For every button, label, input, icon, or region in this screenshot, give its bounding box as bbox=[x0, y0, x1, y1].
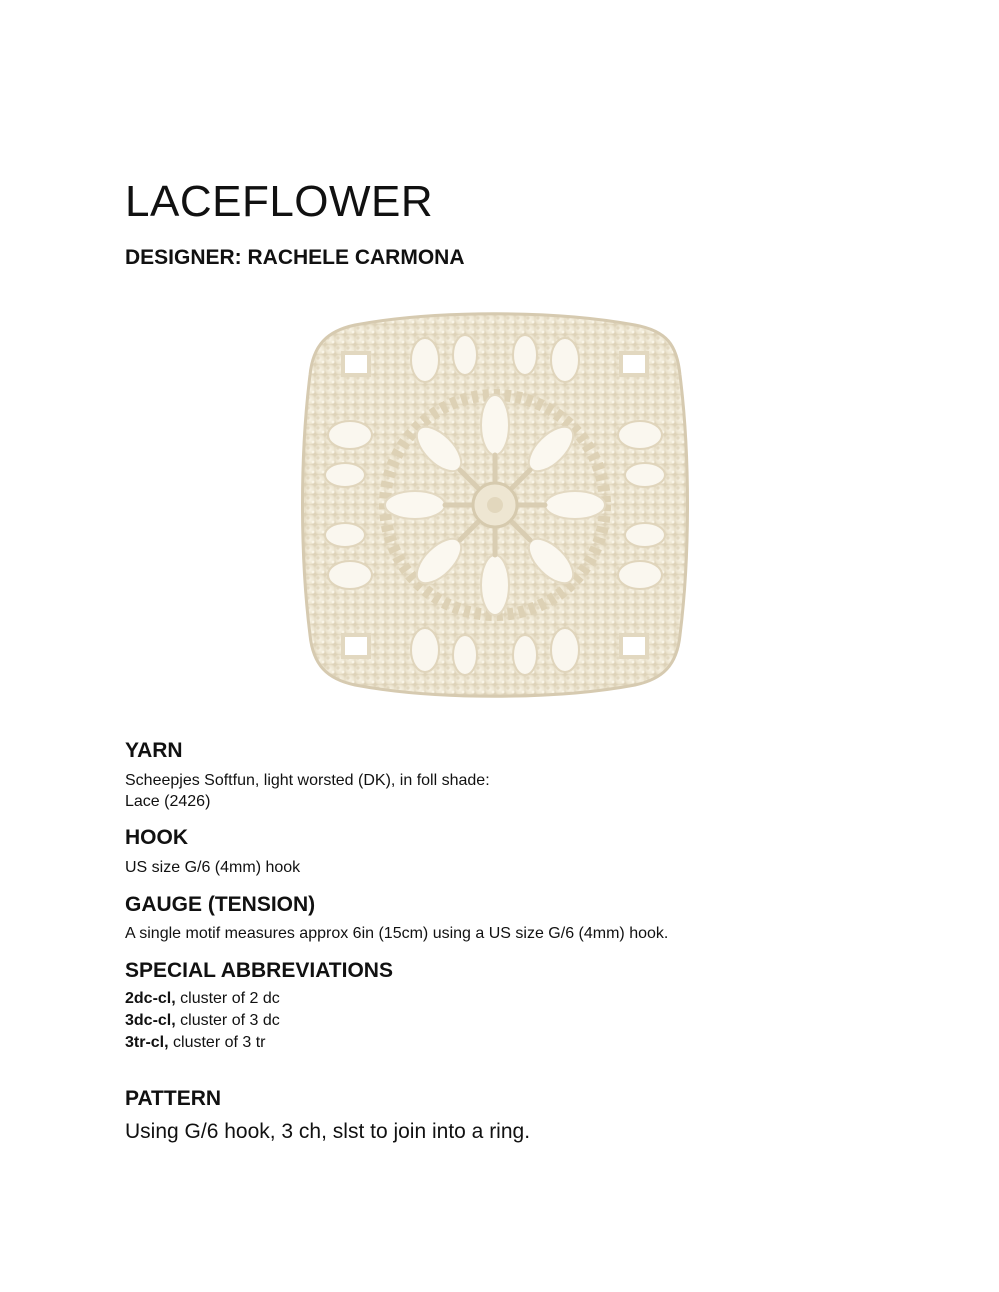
abbreviation-definition: cluster of 3 dc bbox=[175, 1012, 280, 1029]
abbreviation-item bbox=[125, 988, 280, 1010]
designer-credit: DESIGNER: RACHELE CARMONA bbox=[125, 246, 465, 269]
abbreviations-list bbox=[125, 988, 280, 1054]
abbreviation-definition: cluster of 2 dc bbox=[175, 990, 280, 1007]
yarn-description bbox=[125, 770, 490, 812]
abbreviations-heading: SPECIAL ABBREVIATIONS bbox=[125, 959, 393, 982]
abbreviation-item bbox=[125, 1032, 280, 1054]
abbreviation-definition: cluster of 3 tr bbox=[168, 1034, 266, 1051]
hook-description: US size G/6 (4mm) hook bbox=[125, 859, 301, 876]
pattern-heading: PATTERN bbox=[125, 1087, 222, 1110]
pattern-title: LACEFLOWER bbox=[125, 177, 434, 226]
crochet-motif-image bbox=[295, 305, 695, 705]
pattern-instruction: Using G/6 hook, 3 ch, slst to join into a ring. bbox=[125, 1120, 531, 1143]
abbreviation-item bbox=[125, 1010, 280, 1032]
yarn-heading: YARN bbox=[125, 739, 183, 762]
hook-heading: HOOK bbox=[125, 826, 188, 849]
gauge-description: A single motif measures approx 6in (15cm) using a US size G/6 (4mm) hook. bbox=[125, 925, 669, 942]
yarn-line-2: Lace (2426) bbox=[125, 793, 211, 810]
abbreviation-term: 3tr-cl, bbox=[125, 1034, 169, 1051]
abbreviation-term: 3dc-cl, bbox=[125, 1012, 176, 1029]
gauge-heading: GAUGE (TENSION) bbox=[125, 893, 316, 916]
yarn-line-1: Scheepjes Softfun, light worsted (DK), in foll shade: bbox=[125, 772, 490, 789]
abbreviation-term: 2dc-cl, bbox=[125, 990, 176, 1007]
